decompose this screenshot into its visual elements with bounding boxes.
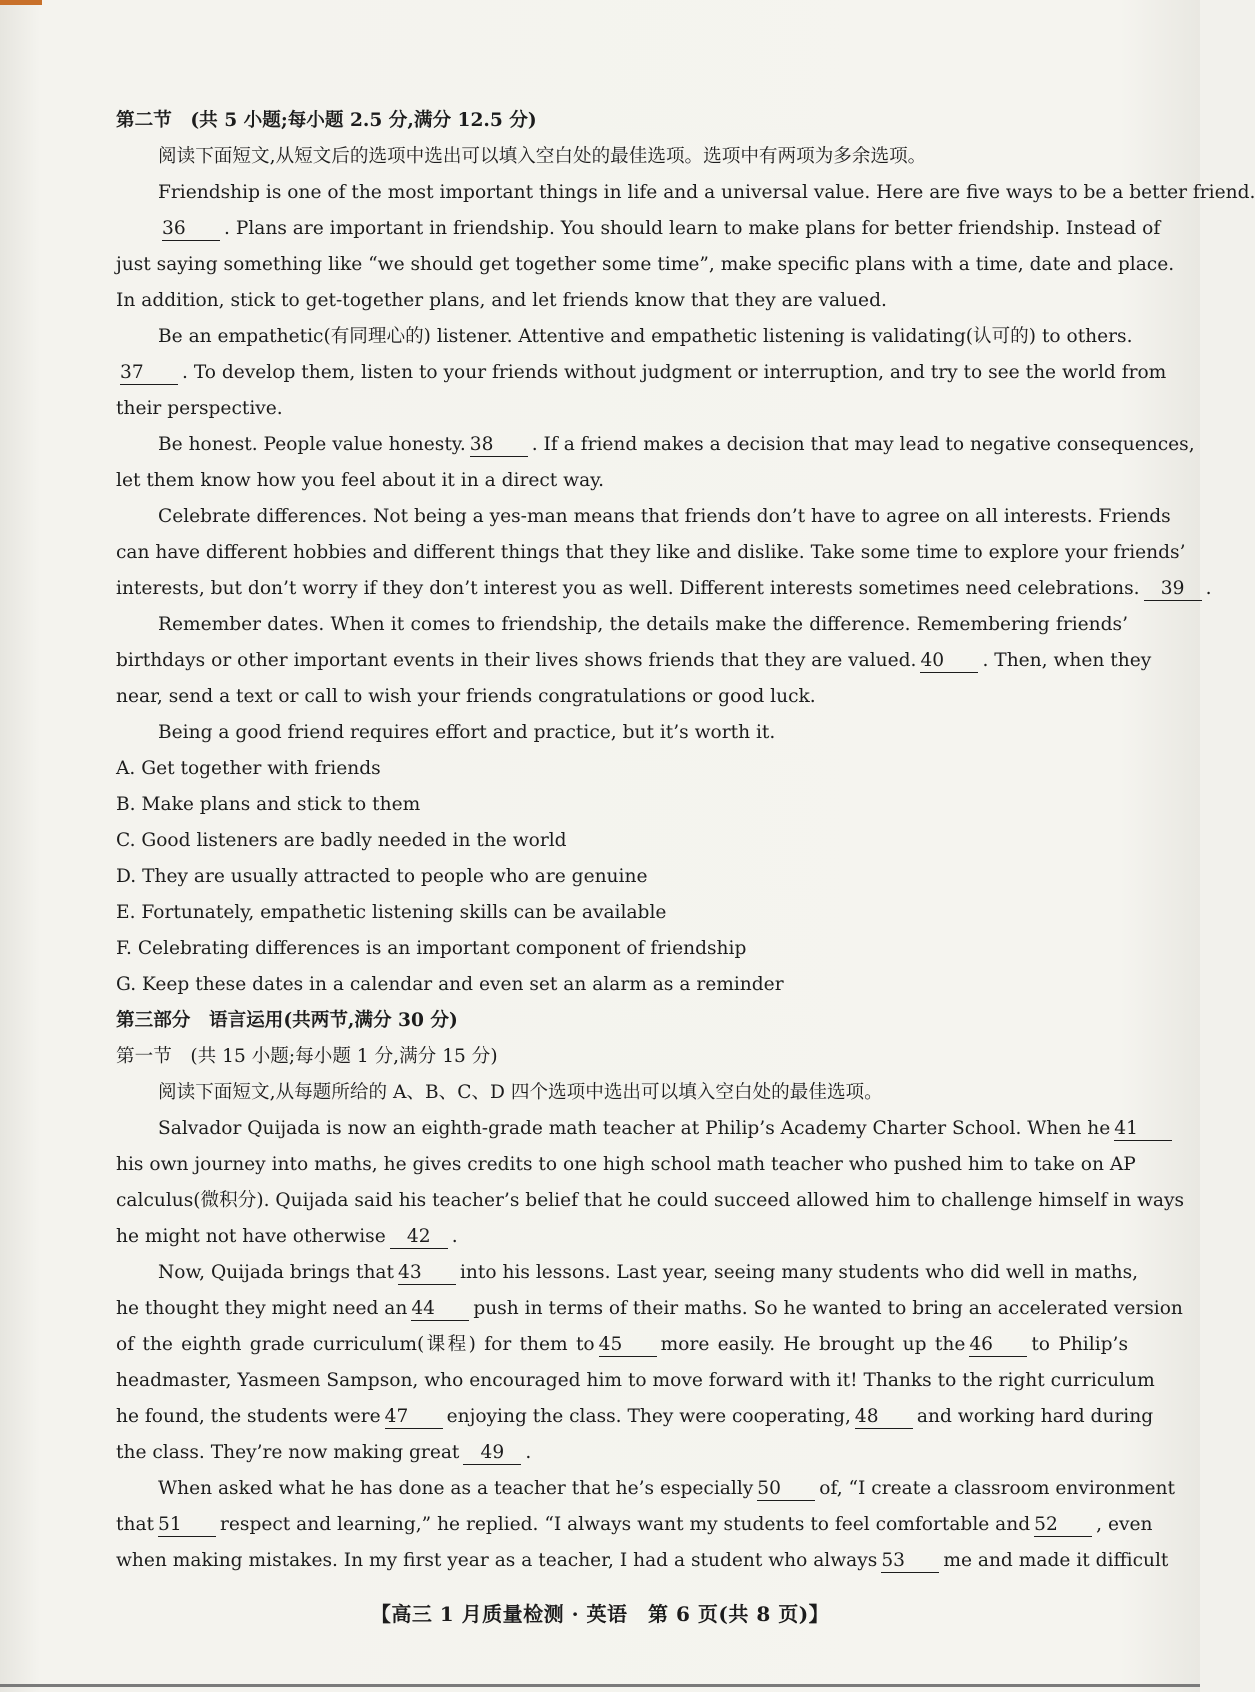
passage2-line: [116, 1327, 1128, 1363]
answer-blank-48[interactable]: 48: [855, 1406, 913, 1429]
answer-blank-41[interactable]: 41: [1114, 1118, 1172, 1141]
passage2-text: and working hard during: [916, 1406, 1154, 1427]
passage1-line: [116, 355, 1167, 391]
passage2-text: the class. They’re now making great: [116, 1442, 460, 1463]
passage2-text: .: [451, 1226, 458, 1247]
passage2-text: more easily. He brought up the: [660, 1334, 966, 1355]
passage1-line: can have different hobbies and different things that they like and dislike. Take some time to explore your friends’: [116, 542, 1186, 563]
option-b: B. Make plans and stick to them: [116, 794, 421, 815]
passage1-paragraph: Being a good friend requires effort and practice, but it’s worth it.: [158, 722, 776, 743]
option-a: A. Get together with friends: [116, 758, 381, 779]
answer-blank-47[interactable]: 47: [385, 1406, 443, 1429]
option-e: E. Fortunately, empathetic listening skills can be available: [116, 902, 667, 923]
passage2-line: [116, 1507, 1153, 1543]
option-d: D. They are usually attracted to people who are genuine: [116, 866, 648, 887]
answer-blank-36[interactable]: 36: [162, 218, 220, 241]
part3-heading: 第三部分 语言运用(共两节,满分 30 分): [116, 1010, 458, 1031]
answer-blank-43[interactable]: 43: [398, 1262, 456, 1285]
passage1-text: interests, but don’t worry if they don’t interest you as well. Different interests sometimes need celebrations.: [116, 578, 1140, 599]
answer-blank-51[interactable]: 51: [158, 1514, 216, 1537]
part3-instruction: 阅读下面短文,从每题所给的 A、B、C、D 四个选项中选出可以填入空白处的最佳选项。: [158, 1082, 883, 1103]
passage2-text: , even: [1096, 1514, 1153, 1535]
answer-blank-50[interactable]: 50: [757, 1478, 815, 1501]
passage1-paragraph: Be an empathetic(有同理心的) listener. Attentive and empathetic listening is validating(认可的) to others.: [158, 326, 1133, 347]
passage2-text: Salvador Quijada is now an eighth-grade math teacher at Philip’s Academy Charter School. When he: [158, 1118, 1111, 1139]
passage2-text: that: [116, 1514, 155, 1535]
passage1-paragraph: Friendship is one of the most important things in life and a universal value. Here are five ways to be a better friend.: [158, 182, 1255, 203]
option-f: F. Celebrating differences is an important component of friendship: [116, 938, 747, 959]
passage1-line: just saying something like “we should get together some time”, make specific plans with a time, date and place.: [116, 254, 1175, 275]
page-content: [116, 103, 1255, 1579]
answer-blank-46[interactable]: 46: [969, 1334, 1027, 1357]
passage2-text: .: [525, 1442, 532, 1463]
passage2-line: [116, 1219, 1128, 1255]
answer-blank-38[interactable]: 38: [470, 434, 528, 457]
passage1-line: [116, 643, 1152, 679]
passage2-text: respect and learning,” he replied. “I always want my students to feel comfortable and: [220, 1514, 1031, 1535]
passage2-text: into his lessons. Last year, seeing many students who did well in maths,: [459, 1262, 1139, 1283]
section2-instruction: 阅读下面短文,从短文后的选项中选出可以填入空白处的最佳选项。选项中有两项为多余选项。: [158, 146, 927, 167]
passage1-paragraph: [116, 211, 1161, 247]
passage1-text: birthdays or other important events in their lives shows friends that they are valued.: [116, 650, 917, 671]
answer-blank-49[interactable]: 49: [463, 1442, 521, 1465]
passage1-paragraph: Remember dates. When it comes to friendship, the details make the difference. Remembering friends’: [158, 614, 1128, 635]
passage2-text: When asked what he has done as a teacher that he’s especially: [158, 1478, 754, 1499]
passage1-line: near, send a text or call to wish your friends congratulations or good luck.: [116, 686, 816, 707]
passage2-text: of the eighth grade curriculum(课程) for them to: [116, 1334, 595, 1355]
passage2-line: his own journey into maths, he gives credits to one high school math teacher who pushed him to take on AP: [116, 1154, 1136, 1175]
passage2-text: of, “I create a classroom environment: [819, 1478, 1175, 1499]
passage2-text: push in terms of their maths. So he wanted to bring an accelerated version: [473, 1298, 1183, 1319]
part3-section1-heading: 第一节 (共 15 小题;每小题 1 分,满分 15 分): [116, 1046, 498, 1067]
answer-blank-40[interactable]: 40: [920, 650, 978, 673]
passage1-text: Be honest. People value honesty.: [158, 434, 466, 455]
passage1-text: .: [1205, 578, 1212, 599]
passage1-line: In addition, stick to get-together plans, and let friends know that they are valued.: [116, 290, 887, 311]
passage1-text: . To develop them, listen to your friends without judgment or interruption, and try to see the world from: [182, 362, 1167, 383]
passage2-paragraph: [116, 1471, 1175, 1507]
passage2-line: [116, 1291, 1183, 1327]
passage2-text: he found, the students were: [116, 1406, 381, 1427]
passage1-text: . Then, when they: [982, 650, 1152, 671]
option-c: C. Good listeners are badly needed in the world: [116, 830, 567, 851]
page-footer: 【高三 1 月质量检测 · 英语 第 6 页(共 8 页)】: [370, 1602, 830, 1626]
passage2-text: he thought they might need an: [116, 1298, 408, 1319]
passage2-paragraph: [116, 1111, 1138, 1147]
passage2-text: when making mistakes. In my first year as a teacher, I had a student who always: [116, 1550, 878, 1571]
passage1-line: their perspective.: [116, 398, 283, 419]
answer-blank-39[interactable]: 39: [1144, 578, 1202, 601]
passage2-text: Now, Quijada brings that: [158, 1262, 394, 1283]
answer-blank-42[interactable]: 42: [390, 1226, 448, 1249]
passage2-line: [116, 1543, 1169, 1579]
answer-blank-37[interactable]: 37: [120, 362, 178, 385]
passage1-line: let them know how you feel about it in a direct way.: [116, 470, 605, 491]
answer-blank-53[interactable]: 53: [881, 1550, 939, 1573]
passage1-line: [116, 571, 1212, 607]
passage2-text: he might not have otherwise: [116, 1226, 386, 1247]
passage2-paragraph: [116, 1255, 1139, 1291]
passage1-text: . Plans are important in friendship. You should learn to make plans for better friendship. Instead of: [224, 218, 1161, 239]
corner-mark: [0, 0, 42, 5]
passage2-text: to Philip’s: [1031, 1334, 1129, 1355]
passage2-text: me and made it difficult: [943, 1550, 1169, 1571]
passage2-line: [116, 1435, 1128, 1471]
option-g: G. Keep these dates in a calendar and even set an alarm as a reminder: [116, 974, 784, 995]
passage1-paragraph: Celebrate differences. Not being a yes-man means that friends don’t have to agree on all interests. Friends: [158, 506, 1171, 527]
passage2-line: [116, 1399, 1154, 1435]
answer-blank-44[interactable]: 44: [411, 1298, 469, 1321]
passage1-text: . If a friend makes a decision that may lead to negative consequences,: [531, 434, 1195, 455]
answer-blank-45[interactable]: 45: [599, 1334, 657, 1357]
passage2-line: calculus(微积分). Quijada said his teacher’s belief that he could succeed allowed him to challenge himself in ways: [116, 1190, 1185, 1211]
answer-blank-52[interactable]: 52: [1034, 1514, 1092, 1537]
bottom-rule: [0, 1684, 1200, 1687]
passage2-line: headmaster, Yasmeen Sampson, who encouraged him to move forward with it! Thanks to the right curriculum: [116, 1370, 1155, 1391]
passage1-paragraph: [116, 427, 1195, 463]
passage2-text: enjoying the class. They were cooperating,: [446, 1406, 851, 1427]
section2-heading: 第二节 (共 5 小题;每小题 2.5 分,满分 12.5 分): [116, 110, 537, 131]
